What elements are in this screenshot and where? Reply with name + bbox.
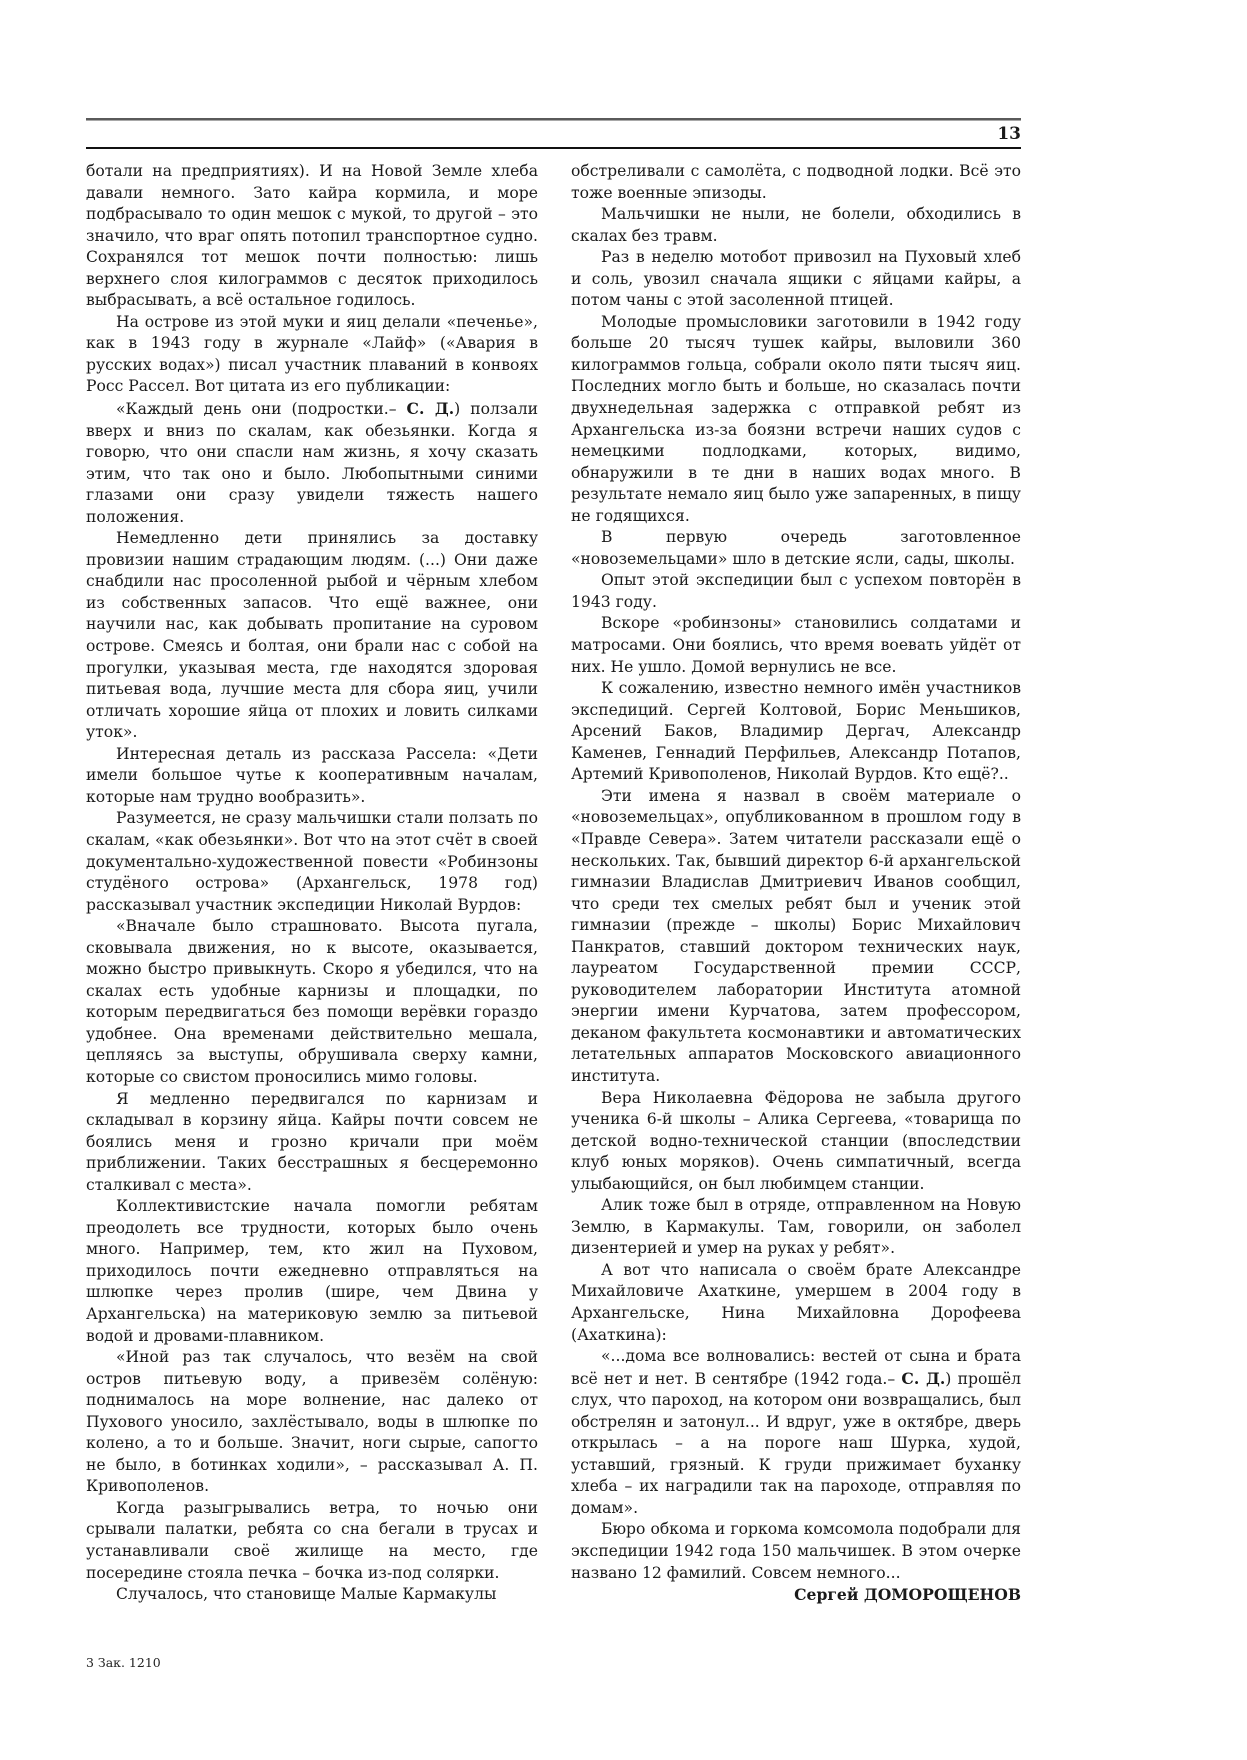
paragraph: Раз в неделю мотобот привозил на Пуховый хлеб и соль, увозил сначала ящики с яйцами кайры, а потом чаны с этой засоленной птицей. [571, 248, 1021, 310]
paragraph: Разумеется, не сразу мальчишки стали ползать по скалам, «как обезьянки». Вот что на этот счёт в своей документально-художественной повести «Робинзоны студёного острова» (Архангельск, 1978 год) рассказывал участник экспедиции Николай Вурдов: [86, 809, 538, 914]
author-initials: С. Д. [901, 1368, 946, 1388]
quote-paragraph [571, 1346, 1021, 1519]
paragraph: Опыт этой экспедиции был с успехом повторён в 1943 году. [571, 571, 1021, 611]
quote-text: «Каждый день они (подростки.– [116, 400, 407, 419]
quote-text: ) прошёл слух, что пароход, на котором они возвращались, был обстрелян и затонул... И вдруг, уже в октябре, дверь открылась – а на пороге наш Шурка, худой, уставший, грязный. К груди прижимает буханку хлеба – их наградили так на пароходе, отправляя по домам». [571, 1369, 1021, 1517]
text-column-left [86, 161, 538, 1606]
paragraph: Коллективистские начала помогли ребятам преодолеть все трудности, которых было очень много. Например, тем, кто жил на Пуховом, приходилось почти ежедневно отправляться на шлюпке через пролив (шире, чем Двина у Архангельска) на материковую землю за питьевой водой и дровами-плавником. [86, 1197, 538, 1345]
paragraph: А вот что написала о своём брате Александре Михайловиче Ахаткине, умершем в 2004 году в Архангельске, Нина Михайловна Дорофеева (Ахаткина): [571, 1260, 1021, 1344]
paragraph: Вскоре «робинзоны» становились солдатами и матросами. Они боялись, что время воевать уйдёт от них. Не ушло. Домой вернулись не все. [571, 614, 1021, 676]
quote-text: «...дома все волновались: вестей от сына и брата всё нет и нет. В сентябре (1942 года.– [571, 1347, 1021, 1388]
text-column-right [571, 161, 1021, 1606]
paragraph: В первую очередь заготовленное «новоземельцами» шло в детские ясли, сады, школы. [571, 528, 1021, 568]
paragraph: Немедленно дети принялись за доставку провизии нашим страдающим людям. (...) Они даже снабдили нас просоленной рыбой и чёрным хлебом из собственных запасов. Что ещё важнее, они научили нас, как добывать пропитание на суровом острове. Смеясь и болтая, они брали нас с собой на прогулки, указывая места, где находятся здоровая питьевая вода, лучшие места для сбора яиц, учили отличать хорошие яйца от плохих и ловить силками уток». [86, 529, 538, 742]
paragraph: К сожалению, известно немного имён участников экспедиций. Сергей Колтовой, Борис Меньшиков, Арсений Баков, Владимир Дергач, Александр Каменев, Геннадий Перфильев, Александр Потапов, Артемий Кривополенов, Николай Вурдов. Кто ещё?.. [571, 679, 1021, 784]
paragraph: Эти имена я назвал в своём материале о «новоземельцах», опубликованном в прошлом году в «Правде Севера». Затем читатели рассказали ещё о нескольких. Так, бывший директор 6-й архангельской гимназии Владислав Дмитриевич Иванов сообщил, что среди тех смелых ребят был и ученик этой гимназии (прежде – школы) Борис Михайлович Панкратов, ставший доктором технических наук, лауреатом Государственной премии СССР, руководителем лаборатории Института атомной энергии имени Курчатова, затем профессором, деканом факультета космонавтики и автоматических летательных аппаратов Московского авиационного института. [571, 786, 1021, 1085]
author-signature: Сергей ДОМОРОЩЕНОВ [794, 1585, 1021, 1605]
quote-text: ) ползали вверх и вниз по скалам, как обезьянки. Когда я говорю, что они спасли нам жизнь, я хочу сказать этим, что так оно и было. Любопытными синими глазами они сразу увидели тяжесть нашего положения. [86, 400, 538, 526]
paragraph: обстреливали с самолёта, с подводной лодки. Всё это тоже военные эпизоды. [571, 162, 1021, 202]
paragraph: ботали на предприятиях). И на Новой Земле хлеба давали немного. Зато кайра кормила, и море подбрасывало то один мешок с мукой, то другой – это значило, что враг опять потопил транспортное судно. Сохранялся тот мешок почти полностью: лишь верхнего слоя килограммов с десяток приходилось выбрасывать, а всё остальное годилось. [86, 162, 538, 310]
quote-paragraph [86, 398, 538, 528]
paragraph: Я медленно передвигался по карнизам и складывал в корзину яйца. Кайры почти совсем не боялись меня и грозно кричали при моём приближении. Таких бесстрашных я бесцеремонно сталкивал с места». [86, 1089, 538, 1194]
author-initials: С. Д. [406, 399, 455, 419]
page-number: 13 [997, 124, 1021, 144]
paragraph: «Иной раз так случалось, что везём на свой остров питьевую воду, а привезём солёную: поднималось на море волнение, нас далеко от Пухового уносило, захлёстывало, воды в шлюпке по колено, а то и больше. Значит, ноги сырые, сапогто не было, в ботинках ходили», – рассказывал А. П. Кривополенов. [86, 1348, 538, 1496]
paragraph: Алик тоже был в отряде, отправленном на Новую Землю, в Кармакулы. Там, говорили, он заболел дизентерией и умер на руках у ребят». [571, 1196, 1021, 1258]
paragraph: «Вначале было страшновато. Высота пугала, сковывала движения, но к высоте, оказывается, можно быстро привыкнуть. Скоро я убедился, что на скалах есть удобные карнизы и площадки, по которым передвигаться без помощи верёвки гораздо удобнее. Она временами действительно мешала, цепляясь за выступы, обрушивала сверху камни, которые со свистом проносились мимо головы. [86, 917, 538, 1086]
paragraph: Интересная деталь из рассказа Рассела: «Дети имели большое чутье к кооперативным началам, которые нам трудно вообразить». [86, 744, 538, 806]
paragraph: Мальчишки не ныли, не болели, обходились в скалах без травм. [571, 205, 1021, 245]
header-rule-top [86, 118, 1021, 121]
paragraph: Случалось, что становище Малые Кармакулы [116, 1585, 497, 1604]
printing-order-note: 3 Зак. 1210 [86, 1655, 161, 1670]
paragraph: Бюро обкома и горкома комсомола подобрали для экспедиции 1942 года 150 мальчишек. В этом очерке названо 12 фамилий. Совсем немного... [571, 1520, 1021, 1582]
paragraph: Вера Николаевна Фёдорова не забыла другого ученика 6-й школы – Алика Сергеева, «товарища по детской водно-технической станции (впоследствии клуб юных моряков). Очень симпатичный, всегда улыбающийся, он был любимцем станции. [571, 1088, 1021, 1193]
paragraph: Молодые промысловики заготовили в 1942 году больше 20 тысяч тушек кайры, выловили 360 килограммов гольца, собрали около пяти тысяч яиц. Последних могло быть и больше, но сказалась почти двухнедельная задержка с отправкой ребят из Архангельска из-за боязни встречи наших судов с немецкими подлодками, которых, видимо, обнаружили в те дни в наших водах много. В результате немало яиц было уже запаренных, в пищу не годящихся. [571, 312, 1021, 525]
paragraph: На острове из этой муки и яиц делали «печенье», как в 1943 году в журнале «Лайф» («Авария в русских водах») писал участник плаваний в конвоях Росс Рассел. Вот цитата из его публикации: [86, 312, 538, 396]
header-rule-bottom [86, 147, 1021, 149]
paragraph: Когда разыгрывались ветра, то ночью они срывали палатки, ребята со сна бегали в трусах и устанавливали своё жилище на место, где посередине стояла печка – бочка из-под солярки. [86, 1498, 538, 1582]
